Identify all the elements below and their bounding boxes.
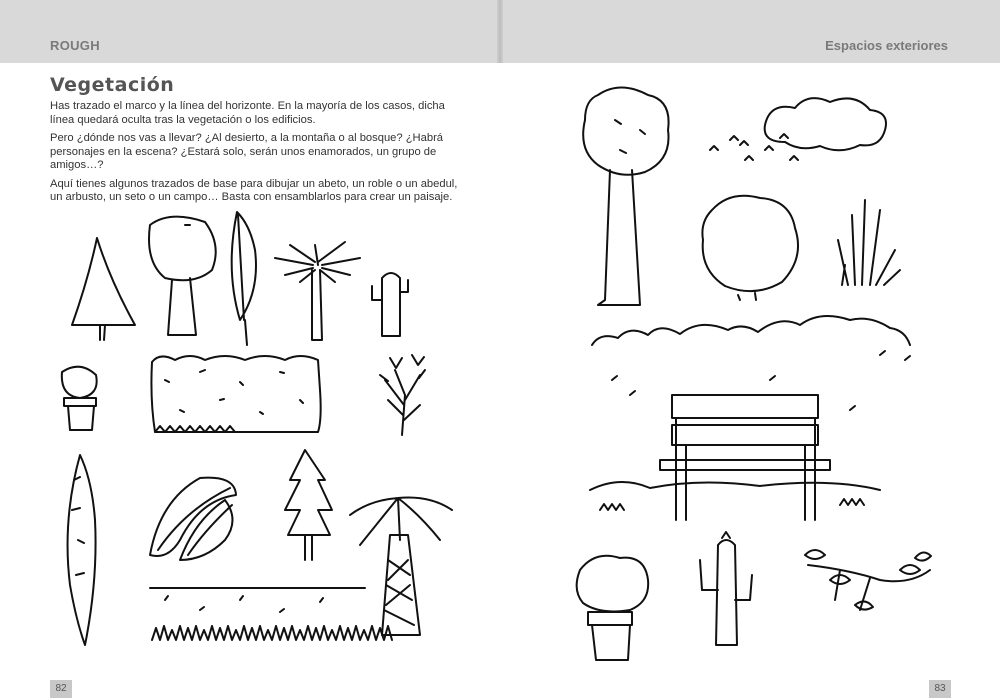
potted-plant-sketch xyxy=(577,556,649,660)
palm-tree-sketch xyxy=(350,498,452,636)
paragraph-3: Aquí tienes algunos trazados de base para dibujar un abeto, un roble o un abedul, un arbusto, un seto o un campo… Basta con ensamblarlos para crear un paisaje. xyxy=(50,177,458,203)
poplar-tree-sketch xyxy=(232,212,256,345)
bare-branch-shrub-sketch xyxy=(380,355,425,435)
leaf-fronds-sketch xyxy=(150,478,236,560)
paragraph-1: Has trazado el marco y la línea del horizonte. En la mayoría de los casos, dicha línea quedará oculta tras la vegetación o los edificios. xyxy=(50,100,445,126)
header-book-title: ROUGH xyxy=(50,38,100,53)
flying-birds-sketch xyxy=(710,134,798,160)
pine-tree-sketch xyxy=(285,450,332,560)
round-shrub-sketch xyxy=(702,196,798,300)
park-bench-sketch xyxy=(660,395,830,520)
large-tree-sketch xyxy=(583,88,668,306)
header-chapter-title: Espacios exteriores xyxy=(825,38,948,53)
cactus-sketch xyxy=(372,273,408,336)
potted-bush-sketch xyxy=(62,367,97,430)
page-number-left: 82 xyxy=(50,680,72,698)
grass-tuft-sketch xyxy=(838,200,900,285)
page-number-right: 83 xyxy=(929,680,951,698)
ground-grass-sketch xyxy=(590,482,880,510)
cypress-tree-sketch xyxy=(68,455,96,645)
hedge-sketch xyxy=(151,356,320,432)
grass-field-sketch xyxy=(150,588,392,640)
leafy-branch-sketch xyxy=(805,550,931,610)
palm-star-sketch xyxy=(275,242,360,340)
section-title: Vegetación xyxy=(50,74,175,96)
cloud-sketch xyxy=(765,98,886,150)
paragraph-2: Pero ¿dónde nos vas a llevar? ¿Al desierto, a la montaña o al bosque? ¿Habrá personajes en la escena? ¿Estará solo, serán unos enamorados, un grupo de amigos…? xyxy=(50,132,444,171)
round-tree-sketch xyxy=(149,217,216,335)
fir-tree-triangle-sketch xyxy=(72,238,135,340)
saguaro-cactus-sketch xyxy=(700,532,752,645)
